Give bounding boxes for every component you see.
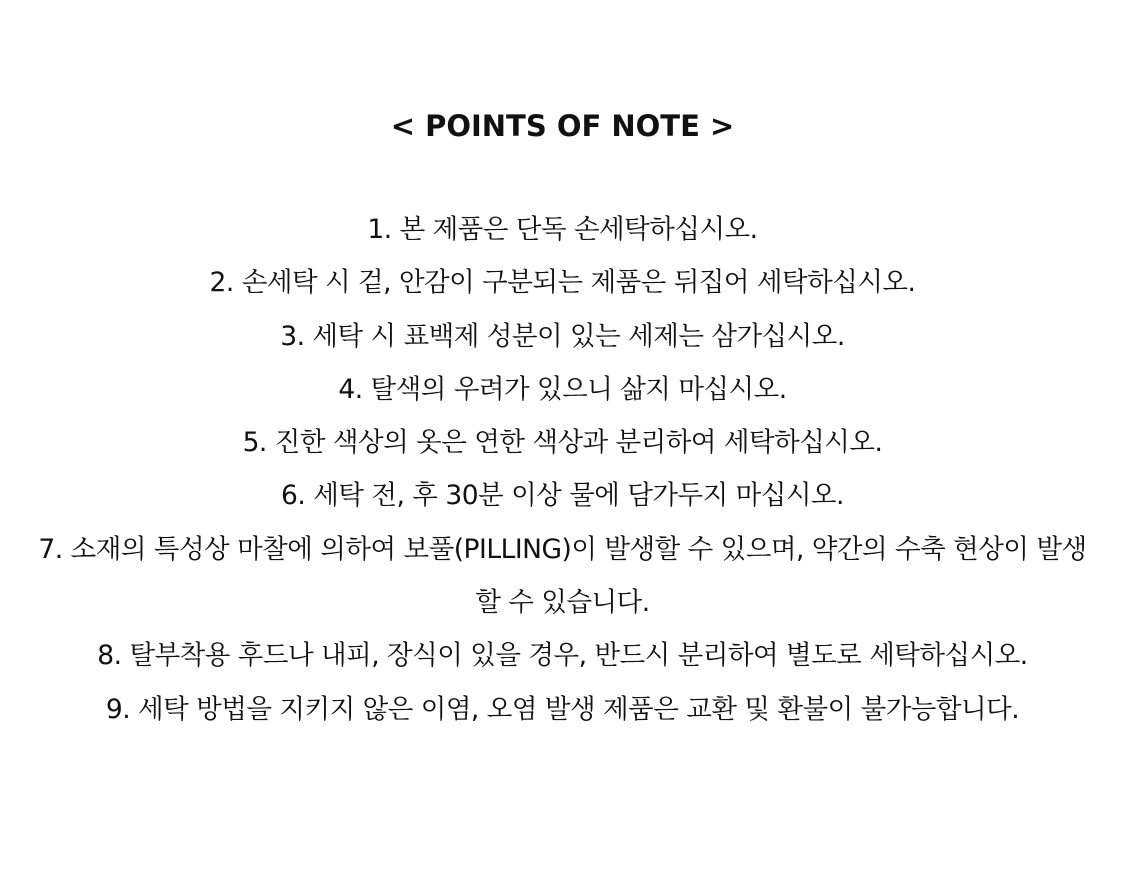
note-item: 1. 본 제품은 단독 손세탁하십시오.: [367, 214, 758, 245]
note-item: 9. 세탁 방법을 지키지 않은 이염, 오염 발생 제품은 교환 및 환불이 불가능합니다.: [105, 693, 1020, 725]
care-instructions-list: [30, 203, 1095, 736]
note-item: 7. 소재의 특성상 마찰에 의하여 보풀(PILLING)이 발생할 수 있으며, 약간의 수축 현상이 발생할 수 있습니다.: [38, 533, 1087, 619]
note-item: 8. 탈부착용 후드나 내피, 장식이 있을 경우, 반드시 분리하여 별도로 세탁하십시오.: [97, 640, 1028, 672]
note-item: 4. 탈색의 우려가 있으니 삶지 마십시오.: [338, 373, 787, 405]
note-item: 3. 세탁 시 표백제 성분이 있는 세제는 삼가십시오.: [280, 320, 845, 352]
note-item: 6. 세탁 전, 후 30분 이상 물에 담가두지 마십시오.: [281, 480, 844, 512]
note-item: 5. 진한 색상의 옷은 연한 색상과 분리하여 세탁하십시오.: [242, 427, 883, 459]
notice-title: < POINTS OF NOTE >: [390, 109, 735, 143]
note-item: 2. 손세탁 시 겉, 안감이 구분되는 제품은 뒤집어 세탁하십시오.: [209, 267, 916, 299]
